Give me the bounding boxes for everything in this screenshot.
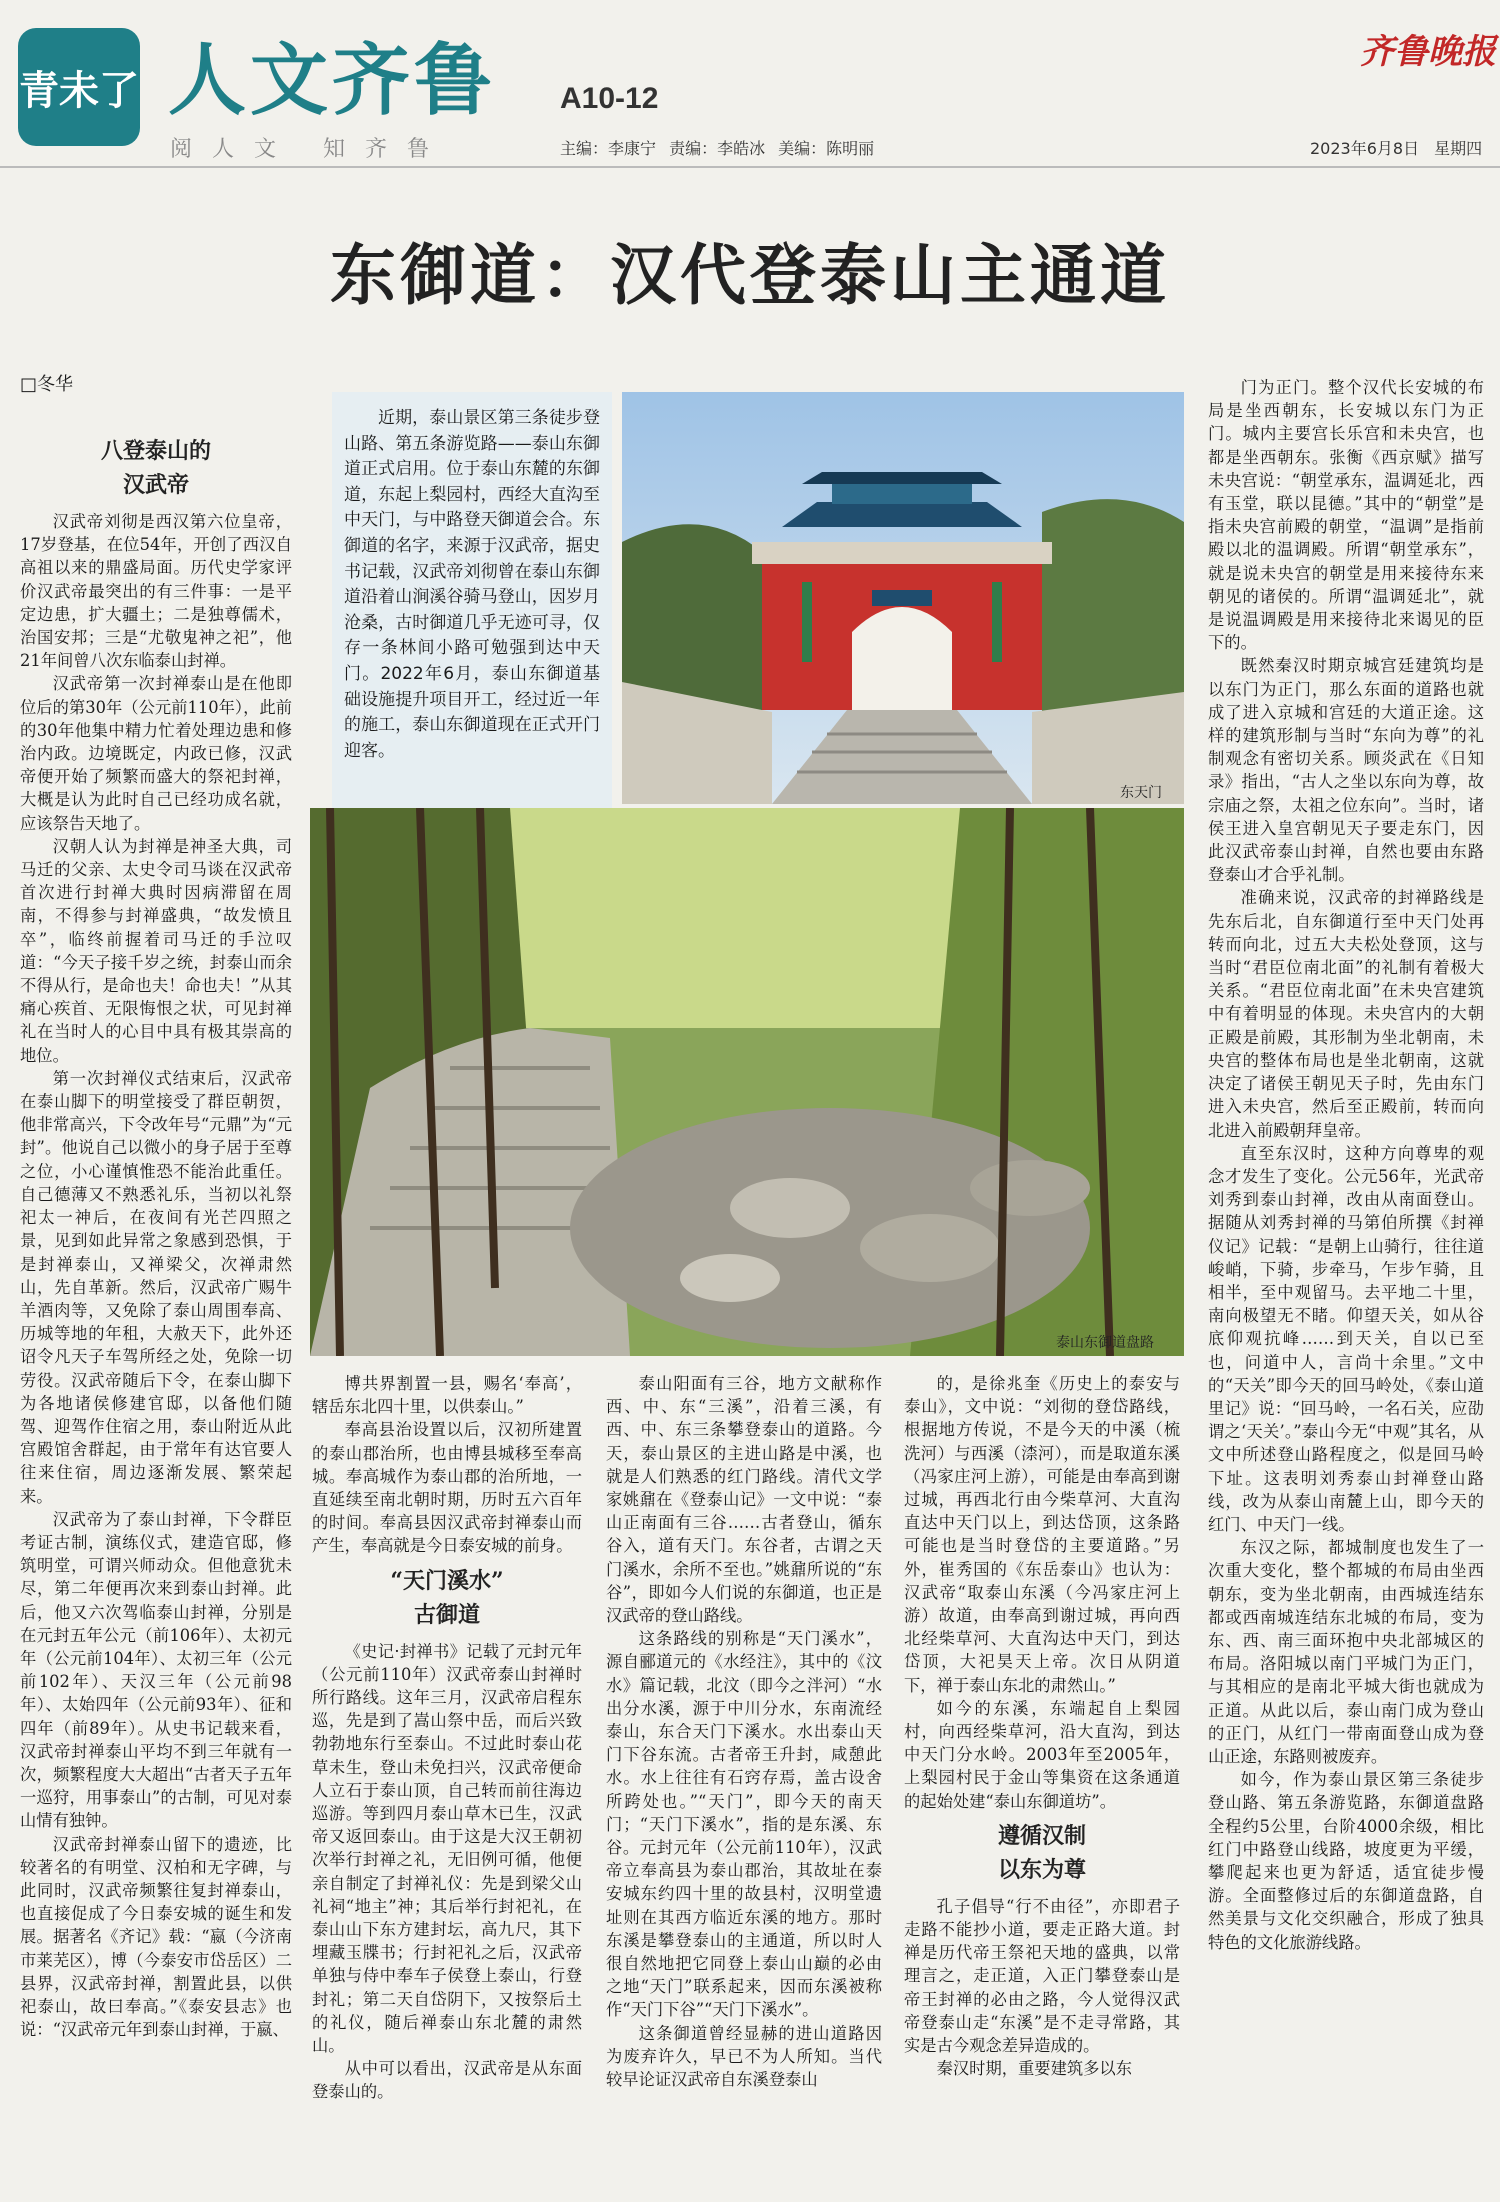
paragraph: 《史记·封禅书》记载了元封元年（公元前110年）汉武帝泰山封禅时所行路线。这年三月，汉武帝启程东巡，先是到了嵩山祭中岳，而后兴致勃勃地东行至泰山。不过此时泰山花草未生，登山未免扫兴，汉武帝便命人立石于泰山顶，自己转而前往海边巡游。等到四月泰山草木已生，汉武帝又返回泰山。由于这是大汉王朝初次举行封禅之礼，无旧例可循，他便亲自制定了封禅礼仪：先是到梁父山礼祠“地主”神；其后举行封祀礼，在泰山山下东方建封坛，高九尺，其下埋藏玉牒书；行封祀礼之后，汉武帝单独与侍中奉车子侯登上泰山，行登封礼；第二天自岱阴下，又按祭后土的礼仪，随后禅泰山东北麓的肃然山。 xyxy=(312,1641,582,2056)
article-headline: 东御道：汉代登泰山主通道 xyxy=(330,236,1170,314)
photo-caption: 东天门 xyxy=(1120,785,1162,801)
paragraph: 第一次封禅仪式结束后，汉武帝在泰山脚下的明堂接受了群臣朝贺，他非常高兴，下令改年号“元鼎”为“元封”。他说自己以微小的身子居于至尊之位，小心谨慎惟恐不能治此重任。自己德薄又不熟悉礼乐，当初以礼祭祀太一神后，在夜间有光芒四照之景，见到如此异常之象感到恐惧，于是封禅泰山，又禅梁父，次禅肃然山，先自革新。然后，汉武帝广赐牛羊酒肉等，又免除了泰山周围奉高、历城等地的年租，大赦天下，此外还诏令凡天子车驾所经之处，免除一切劳役。汉武帝随后下令，在泰山脚下为各地诸侯修建官邸，以备他们随驾、迎驾作住宿之用，泰山附近从此宫殿馆舍群起，由于常年有达官要人往来住宿，周边逐渐发展、繁荣起来。 xyxy=(20,1068,292,1506)
article-column-4 xyxy=(904,1372,1180,2192)
paragraph: 孔子倡导“行不由径”，亦即君子走路不能抄小道，要走正路大道。封禅是历代帝王祭祀天地的盛典，以常理言之，走正道，入正门攀登泰山是帝王封禅的必由之路，今人觉得汉武帝登泰山走“东溪”是不走寻常路，其实是古今观念差异造成的。 xyxy=(904,1896,1180,2056)
section-heading-2 xyxy=(312,1564,582,1632)
article-column-2 xyxy=(312,1372,582,2192)
paragraph: 门为正门。整个汉代长安城的布局是坐西朝东，长安城以东门为正门。城内主要宫长乐宫和未央宫，也都是坐西朝东。张衡《西京赋》描写未央宫说：“朝堂承东，温调延北，西有玉堂，联以昆德。”其中的“朝堂”是指未央宫前殿的朝堂，“温调”是指前殿以北的温调殿。所谓“朝堂承东”，就是说未央宫的朝堂是用来接待东来朝见的诸侯的。所谓“温调延北”，就是说温调殿是用来接待北来谒见的臣下的。 xyxy=(1208,378,1484,653)
article-author: □冬华 xyxy=(20,374,74,395)
section-slogan: 阅人文 知齐鲁 xyxy=(170,137,449,162)
paragraph: 汉武帝第一次封禅泰山是在他即位后的第30年（公元前110年），此前的30年他集中精力忙着处理边患和修治内政。边境既定，内政已修，汉武帝便开始了频繁而盛大的祭祀封禅，大概是认为此时自己已经功成名就，应该祭告天地了。 xyxy=(20,674,292,833)
newspaper-name: 齐鲁晚报 xyxy=(1360,32,1496,72)
article-column-1 xyxy=(20,428,292,2188)
paragraph: 秦汉时期，重要建筑多以东 xyxy=(936,2059,1132,2079)
stone-path-photo xyxy=(310,808,1184,1356)
heading-line: 遵循汉制 xyxy=(997,1822,1086,1849)
paragraph: 直至东汉时，这种方向尊卑的观念才发生了变化。公元56年，光武帝刘秀到泰山封禅，改由从南面登山。据随从刘秀封禅的马第伯所撰《封禅仪记》记载：“是朝上山骑行，往往道峻峭，下骑，步牵马，乍步乍骑，且相半，至中观留马。去平地二十里，南向极望无不睹。仰望天关，如从谷底仰观抗峰……到天关，自以已至也，问道中人，言尚十余里。”文中的“天关”即今天的回马岭处，《泰山道里记》说：“回马岭，一名石关，应劭谓之‘天关’。”泰山今无“中观”其名，从文中所述登山路程度之，似是回马岭下址。这表明刘秀泰山封禅登山路线，改为从泰山南麓上山，即今天的红门、中天门一线。 xyxy=(1208,1143,1484,1534)
paragraph: 这条路线的别称是“天门溪水”，源自郦道元的《水经注》，其中的《汶水》篇记载，北汶（即今之泮河）“水出分水溪，源于中川分水，东南流经泰山，东合天门下溪水。水出泰山天门下谷东流。古者帝王升封，咸憩此水。水上往往有石窍存焉，盖古设舍所跨处也。”“天门”，即今天的南天门；“天门下溪水”，指的是东溪、东谷。元封元年（公元前110年），汉武帝立奉高县为泰山郡治，其故址在泰安城东约四十里的故县村，汉明堂遗址则在其西方临近东溪的地方。那时东溪是攀登泰山的主通道，所以时人很自然地把它同登上泰山山巅的必由之地“天门”联系起来，因而东溪被称作“天门下谷”“天门下溪水”。 xyxy=(606,1629,882,2020)
heading-line: 八登泰山的 xyxy=(100,438,211,464)
lead-box xyxy=(332,392,612,812)
lead-paragraph: 近期，泰山景区第三条徒步登山路、第五条游览路——泰山东御道正式启用。位于泰山东麓的东御道，东起上梨园村，西经大直沟至中天门，与中路登天御道会合。东御道的名字，来源于汉武帝，据史书记载，汉武帝刘彻曾在泰山东御道沿着山涧溪谷骑马登山，因岁月沧桑，古时御道几乎无迹可寻，仅存一条林间小路可勉强到达中天门。2022年6月，泰山东御道基础设施提升项目开工，经过近一年的施工，泰山东御道现在正式开门迎客。 xyxy=(344,408,600,761)
issue-date: 2023年6月8日 星期四 xyxy=(1310,139,1483,158)
paragraph: 博共界割置一县，赐名‘奉高’，辖岳东北四十里，以供泰山。” xyxy=(312,1374,582,1417)
section-logo xyxy=(18,28,140,146)
photo-caption: 泰山东御道盘路 xyxy=(1056,1335,1154,1351)
logo-text: 青未了 xyxy=(19,67,139,114)
heading-line: “天门溪水” xyxy=(390,1567,504,1594)
heading-line: 汉武帝 xyxy=(122,472,189,498)
paragraph: 从中可以看出，汉武帝是从东面登泰山的。 xyxy=(312,2059,582,2102)
paragraph: 的，是徐兆奎《历史上的泰安与泰山》，文中说：“刘彻的登岱路线，根据地方传说，不是今天的中溪（梳洗河）与西溪（渿河），而是取道东溪（冯家庄河上游），可能是由奉高到谢过城，再西北行由今柴草河、大直沟直达中天门以上，到达岱顶，这条路可能也是当时登岱的主要道路。”另外，崔秀国的《东岳泰山》也认为：汉武帝“取泰山东溪（今冯家庄河上游）故道，由奉高到谢过城，再向西北经柴草河、大直沟达中天门，到达岱顶，大祀昊天上帝。次日从阴道下，禅于泰山东北的肃然山。” xyxy=(904,1374,1180,1695)
paragraph: 如今，作为泰山景区第三条徒步登山路、第五条游览路，东御道盘路全程约5公里，台阶4000余级，相比红门中路登山线路，坡度更为平缓，攀爬起来也更为舒适，适宜徒步慢游。全面整修过后的东御道盘路，自然美景与文化交织融合，形成了独具特色的文化旅游线路。 xyxy=(1208,1770,1484,1952)
paragraph: 汉朝人认为封禅是神圣大典，司马迁的父亲、太史令司马谈在汉武帝首次进行封禅大典时因病滞留在周南，不得参与封禅盛典，“故发愤且卒”，临终前握着司马迁的手泣叹道：“今天子接千岁之统，封泰山而余不得从行，是命也夫！命也夫！”从其痛心疾首、无限悔恨之状，可见封禅礼在当时人的心目中具有极其崇高的地位。 xyxy=(20,836,292,1065)
paragraph: 这条御道曾经显赫的进山道路因为废弃许久，早已不为人所知。当代较早论证汉武帝自东溪登泰山 xyxy=(606,2023,882,2090)
paragraph: 如今的东溪，东端起自上梨园村，向西经柴草河，沿大直沟，到达中天门分水岭。2003年至2005年，上梨园村民于金山等集资在这条通道的起始处建“泰山东御道坊”。 xyxy=(904,1698,1180,1811)
paragraph: 汉武帝为了泰山封禅，下令群臣考证古制，演练仪式，建造官邸，修筑明堂，可谓兴师动众。但他意犹未尽，第二年便再次来到泰山封禅。此后，他又六次驾临泰山封禅，分别是在元封五年公元（前106年）、太初元年（公元前104年）、太初三年（公元前102年）、天汉三年（公元前98年）、太始四年（公元前93年）、征和四年（前89年）。从史书记载来看，汉武帝封禅泰山平均不到三年就有一次，频繁程度大大超出“古者天子五年一巡狩，用事泰山”的古制，可见对泰山情有独钟。 xyxy=(20,1509,292,1831)
paragraph: 泰山阳面有三谷，地方文献称作西、中、东“三溪”，沿着三溪，有西、中、东三条攀登泰山的道路。今天，泰山景区的主进山路是中溪，也就是人们熟悉的红门路线。清代文学家姚鼐在《登泰山记》一文中说：“泰山正南面有三谷……古者登山，循东谷入，道有天门。东谷者，古谓之天门溪水，余所不至也。”姚鼐所说的“东谷”，即如今人们说的东御道，也正是汉武帝的登山路线。 xyxy=(606,1374,882,1626)
paragraph: 东汉之际，都城制度也发生了一次重大变化，整个都城的布局由坐西朝东，变为坐北朝南，由西城连结东都或西南城连结东北城的布局，变为东、西、南三面环抱中央北部城区的布局。洛阳城以南门平城门为正门，与其相应的是南北平城大街也就成为正道。从此以后，泰山南门成为登山的正门，从红门一带南面登山成为登山正途，东路则被废弃。 xyxy=(1208,1538,1484,1766)
section-heading-3 xyxy=(904,1819,1180,1887)
article-column-5 xyxy=(1208,376,1484,2192)
heading-line: 古御道 xyxy=(413,1601,480,1628)
paragraph: 汉武帝封禅泰山留下的遗迹，比较著名的有明堂、汉柏和无字碑，与此同时，汉武帝频繁往复封禅泰山，也直接促成了今日泰安城的诞生和发展。据著名《齐记》载：“嬴（今济南市莱芜区），博（今泰安市岱岳区）二县界，汉武帝封禅，割置此县，以供祀泰山，故曰奉高。”《泰安县志》也说：“汉武帝元年到泰山封禅，于嬴、 xyxy=(20,1834,292,2040)
paragraph: 奉高县治设置以后，汉初所建置的泰山郡治所，也由博县城移至奉高城。奉高城作为泰山郡的治所地，一直延续至南北朝时期，历时五六百年的时间。奉高县因汉武帝封禅泰山而产生，奉高就是今日泰安城的前身。 xyxy=(312,1420,582,1556)
paragraph: 既然秦汉时期京城宫廷建筑均是以东门为正门，那么东面的道路也就成了进入京城和宫廷的大道正途。这样的建筑形制与当时“东向为尊”的礼制观念有密切关系。顾炎武在《日知录》指出，“古人之坐以东向为尊，故宗庙之祭，太祖之位东向”。当时，诸侯王进入皇宫朝见天子要走东门，因此汉武帝泰山封禅，自然也要由东路登泰山才合乎礼制。 xyxy=(1208,656,1484,885)
paragraph: 准确来说，汉武帝的封禅路线是先东后北，自东御道行至中天门处再转而向北，过五大夫松处登顶，这与当时“君臣位南北面”的礼制有着极大关系。“君臣位南北面”在未央宫建筑中有着明显的体现。未央宫内的大朝正殿是前殿，其形制为坐北朝南，未央宫的整体布局也是坐北朝南，这就决定了诸侯王朝见天子时，先由东门进入未央宫，然后至正殿前，转而向北进入前殿朝拜皇帝。 xyxy=(1208,888,1484,1140)
paragraph: 汉武帝刘彻是西汉第六位皇帝，17岁登基，在位54年，开创了西汉自高祖以来的鼎盛局面。历代史学家评价汉武帝最突出的有三件事：一是平定边患，扩大疆土；二是独尊儒术，治国安邦；三是“尤敬鬼神之祀”，他21年间曾八次东临泰山封禅。 xyxy=(20,512,292,671)
masthead-divider xyxy=(0,166,1500,168)
east-gate-photo xyxy=(622,392,1184,804)
editor-credits: 主编：李康宁 责编：李皓冰 美编：陈明丽 xyxy=(560,139,875,158)
heading-line: 以东为尊 xyxy=(997,1856,1086,1883)
article-column-3 xyxy=(606,1372,882,2192)
section-heading-1 xyxy=(20,434,292,502)
section-title: 人文齐鲁 xyxy=(168,35,497,126)
page-number: A10-12 xyxy=(560,82,659,115)
